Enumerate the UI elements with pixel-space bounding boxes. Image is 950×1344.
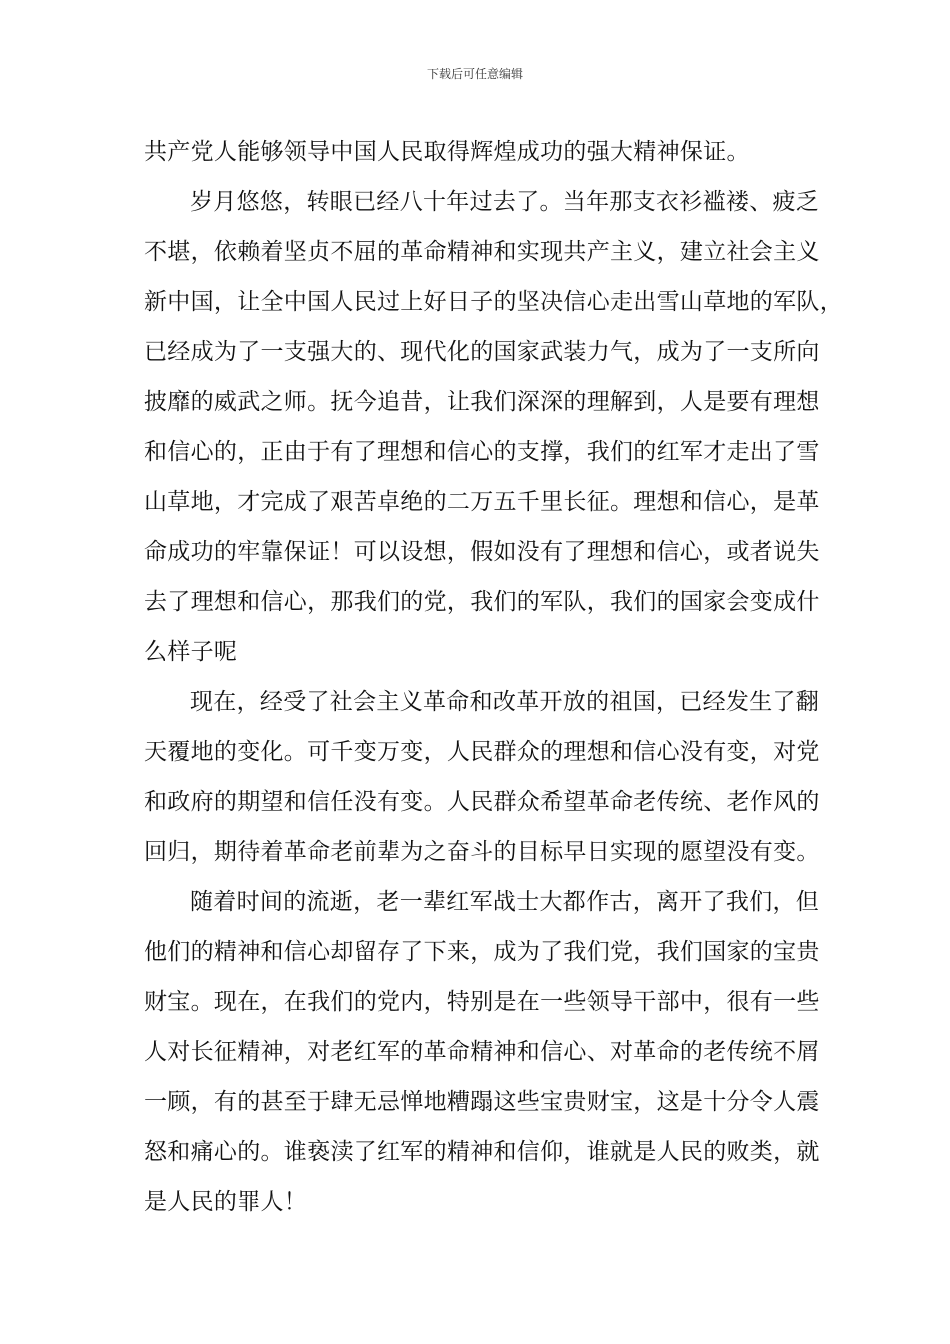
text-line: 不堪，依赖着坚贞不屈的革命精神和实现共产主义，建立社会主义 — [144, 239, 820, 265]
paragraph-2 — [144, 177, 843, 677]
text-line: 岁月悠悠，转眼已经八十年过去了。当年那支衣衫褴褛、疲乏 — [190, 189, 820, 215]
text-line: 财宝。现在，在我们的党内，特别是在一些领导干部中，很有一些 — [144, 989, 820, 1015]
text-line: 和信心的，正由于有了理想和信心的支撑，我们的红军才走出了雪 — [144, 439, 820, 465]
text-line: 么样子呢 — [144, 639, 238, 665]
text-line: 已经成为了一支强大的、现代化的国家武装力气，成为了一支所向 — [144, 339, 820, 365]
text-line: 去了理想和信心，那我们的党，我们的军队，我们的国家会变成什 — [144, 589, 820, 615]
text-line: 天覆地的变化。可千变万变，人民群众的理想和信心没有变，对党 — [144, 739, 820, 765]
page-header — [0, 66, 950, 82]
text-line: 是人民的罪人！ — [144, 1189, 308, 1215]
text-line: 和政府的期望和信任没有变。人民群众希望革命老传统、老作风的 — [144, 789, 820, 815]
paragraph-1 — [144, 127, 814, 177]
text-line: 他们的精神和信心却留存了下来，成为了我们党，我们国家的宝贵 — [144, 939, 820, 965]
text-line: 回归，期待着革命老前辈为之奋斗的目标早日实现的愿望没有变。 — [144, 839, 820, 865]
text-line: 怒和痛心的。谁亵渎了红军的精神和信仰，谁就是人民的败类，就 — [144, 1139, 820, 1165]
paragraph-4 — [144, 877, 820, 1227]
text-line: 披靡的威武之师。抚今追昔，让我们深深的理解到，人是要有理想 — [144, 389, 820, 415]
text-line: 人对长征精神，对老红军的革命精神和信心、对革命的老传统不屑 — [144, 1039, 820, 1065]
text-line: 现在，经受了社会主义革命和改革开放的祖国，已经发生了翻 — [190, 689, 820, 715]
text-line: 一顾，有的甚至于肆无忌惮地糟蹋这些宝贵财宝，这是十分令人震 — [144, 1089, 820, 1115]
header-text: 下载后可任意编辑 — [426, 67, 523, 81]
text-line: 共产党人能够领导中国人民取得辉煌成功的强大精神保证。 — [144, 139, 750, 165]
text-line: 随着时间的流逝，老一辈红军战士大都作古，离开了我们，但 — [190, 889, 820, 915]
text-line: 山草地，才完成了艰苦卓绝的二万五千里长征。理想和信心，是革 — [144, 489, 820, 515]
paragraph-3 — [144, 677, 820, 877]
document-body — [144, 127, 843, 1227]
text-line: 命成功的牢靠保证！可以设想，假如没有了理想和信心，或者说失 — [144, 539, 820, 565]
text-line: 新中国，让全中国人民过上好日子的坚决信心走出雪山草地的军队， — [144, 289, 843, 315]
